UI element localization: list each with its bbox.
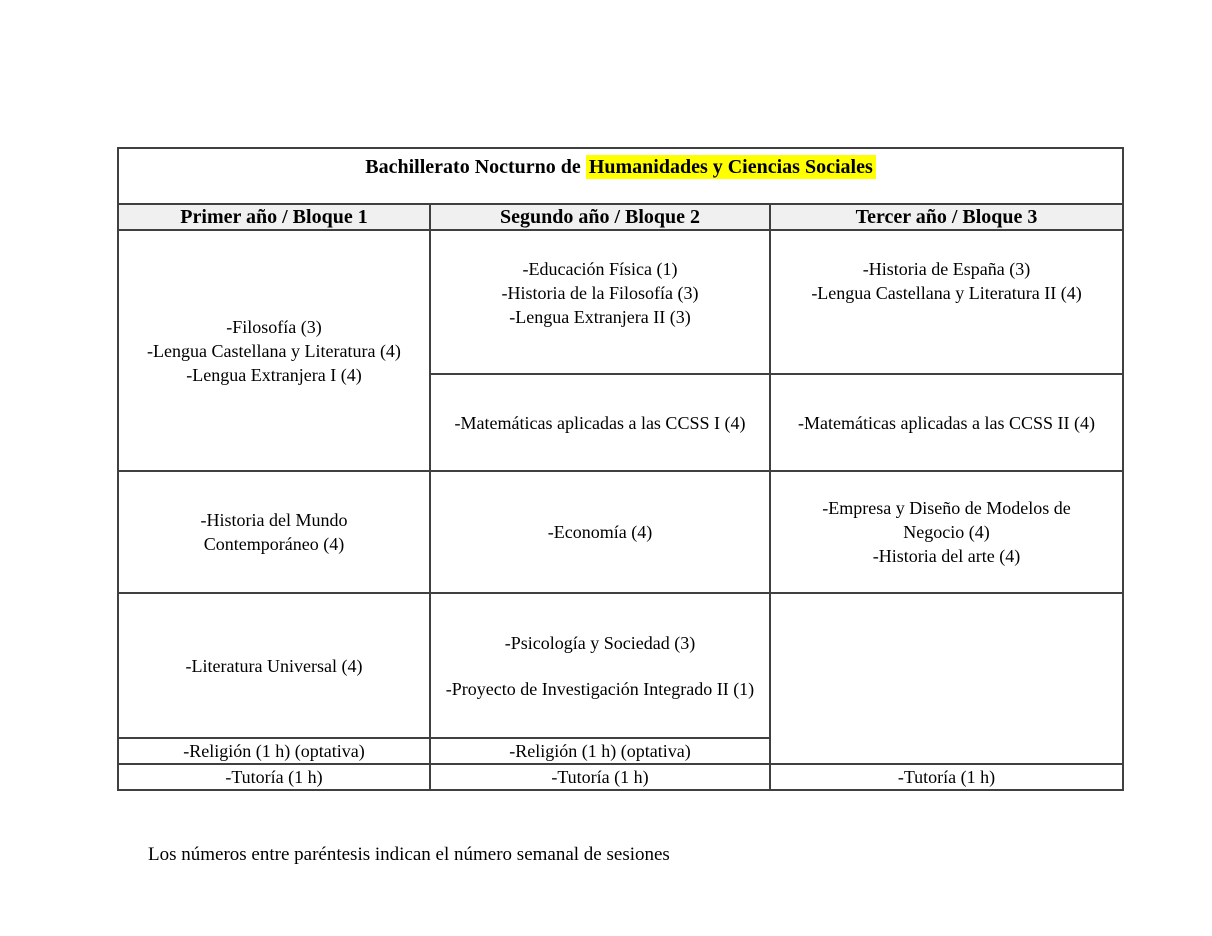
- subject-line: -Historia del Mundo Contemporáneo (4): [200, 510, 348, 554]
- cell-year2-modality: [430, 471, 770, 593]
- cell-year3-common: [770, 230, 1123, 374]
- subject-line: -Empresa y Diseño de Modelos de Negocio (4): [822, 498, 1071, 542]
- cell-year1-common: [118, 230, 430, 471]
- column-header-year2: Segundo año / Bloque 2: [430, 204, 770, 230]
- subject-line: -Matemáticas aplicadas a las CCSS I (4): [454, 412, 746, 433]
- title-highlight: Humanidades y Ciencias Sociales: [586, 155, 876, 179]
- cell-year2-tutoria: -Tutoría (1 h): [430, 764, 770, 790]
- subject-line: -Literatura Universal (4): [185, 655, 363, 676]
- subject-line: -Historia de la Filosofía (3): [501, 283, 699, 303]
- subject-line: -Matemáticas aplicadas a las CCSS II (4): [798, 412, 1095, 433]
- modality-subjects-row: [118, 471, 1123, 593]
- tutoring-row: [118, 764, 1123, 790]
- cell-year2-math: [430, 374, 770, 471]
- column-header-year1: Primer año / Bloque 1: [118, 204, 430, 230]
- subject-line: -Historia de España (3): [862, 259, 1031, 279]
- footnote: Los números entre paréntesis indican el número semanal de sesiones: [148, 844, 670, 865]
- subject-line: -Lengua Extranjera I (4): [186, 364, 362, 385]
- cell-year1-religion: -Religión (1 h) (optativa): [118, 738, 430, 764]
- common-subjects-row: [118, 230, 1123, 374]
- subject-line: -Filosofía (3): [226, 316, 322, 337]
- subject-line: -Proyecto de Investigación Integrado II (1): [445, 678, 755, 699]
- column-header-row: [118, 204, 1123, 230]
- cell-year3-modality: [770, 471, 1123, 593]
- cell-year1-modality: [118, 471, 430, 593]
- cell-year2-common: [430, 230, 770, 374]
- cell-year2-elective: [430, 593, 770, 738]
- title-row: [118, 148, 1123, 204]
- subject-line: -Economía (4): [547, 522, 653, 542]
- cell-year3-math: [770, 374, 1123, 471]
- subject-line: -Lengua Extranjera II (3): [509, 307, 691, 327]
- cell-year1-elective: [118, 593, 430, 738]
- subject-line: -Psicología y Sociedad (3): [504, 632, 696, 653]
- curriculum-table: [117, 147, 1124, 791]
- table-title: [118, 148, 1123, 204]
- subject-line: -Lengua Castellana y Literatura II (4): [811, 283, 1082, 303]
- cell-year1-tutoria: -Tutoría (1 h): [118, 764, 430, 790]
- subject-line: -Lengua Castellana y Literatura (4): [147, 340, 401, 361]
- cell-year3-tutoria: -Tutoría (1 h): [770, 764, 1123, 790]
- table-title-prefix: Bachillerato Nocturno de: [365, 156, 586, 178]
- cell-year3-elective-empty: [770, 593, 1123, 764]
- subject-line: -Historia del arte (4): [872, 546, 1021, 566]
- cell-year2-religion: -Religión (1 h) (optativa): [430, 738, 770, 764]
- column-header-year3: Tercer año / Bloque 3: [770, 204, 1123, 230]
- subject-line: -Educación Física (1): [522, 259, 678, 279]
- elective-subjects-row: [118, 593, 1123, 738]
